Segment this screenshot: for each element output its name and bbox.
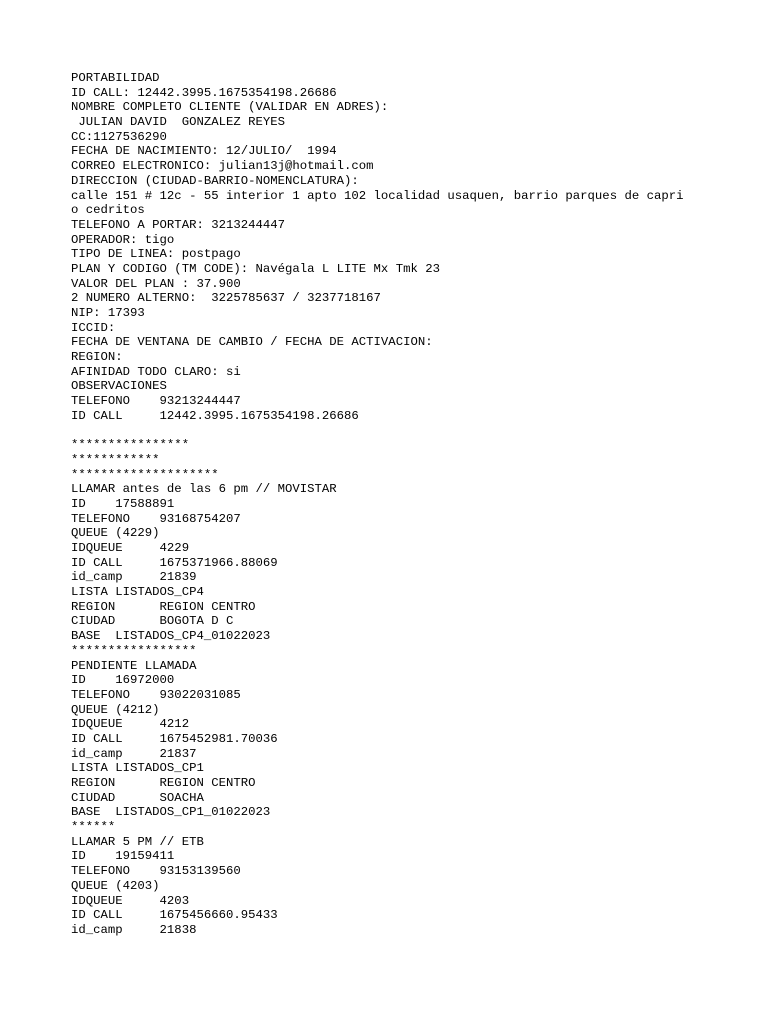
text-line: TELEFONO 93022031085 [71,687,241,702]
text-line: LISTA LISTADOS_CP1 [71,761,204,776]
text-line: OBSERVACIONES [71,379,167,394]
text-line: DIRECCION (CIUDAD-BARRIO-NOMENCLATURA): [71,173,359,188]
document-body [71,71,711,938]
text-line: TIPO DE LINEA: postpago [71,247,241,262]
text-line: QUEUE (4229) [71,526,160,541]
text-line: LLAMAR antes de las 6 pm // MOVISTAR [71,482,337,497]
text-line: JULIAN DAVID GONZALEZ REYES [71,115,286,130]
text-line: AFINIDAD TODO CLARO: si [71,364,241,379]
text-line: REGION REGION CENTRO [71,599,256,614]
separator-line: ************ [71,452,160,467]
text-line: id_camp 21838 [71,922,197,937]
text-line: calle 151 # 12c - 55 interior 1 apto 102 localidad usaquen, barrio parques de capri [71,188,684,203]
text-line: TELEFONO A PORTAR: 3213244447 [71,217,286,232]
text-line: PENDIENTE LLAMADA [71,658,197,673]
text-line: id_camp 21839 [71,570,197,585]
text-line: BASE LISTADOS_CP4_01022023 [71,629,271,644]
separator-line: ****** [71,820,116,835]
blank-line [71,424,711,439]
text-line: id_camp 21837 [71,746,197,761]
text-line: CC:1127536290 [71,129,167,144]
separator-line: ***************** [71,643,197,658]
text-line: ICCID: [71,320,116,335]
text-line: VALOR DEL PLAN : 37.900 [71,276,241,291]
text-line: CORREO ELECTRONICO: julian13j@hotmail.com [71,159,374,174]
text-line: LLAMAR 5 PM // ETB [71,834,204,849]
text-line: ID 19159411 [71,849,175,864]
text-line: REGION: [71,350,123,365]
text-line: IDQUEUE 4229 [71,541,190,555]
text-line: o cedritos [71,203,145,218]
text-line: ID CALL 1675456660.95433 [71,908,278,923]
text-line: IDQUEUE 4212 [71,717,190,732]
text-line: NOMBRE COMPLETO CLIENTE (VALIDAR EN ADRES): [71,100,389,115]
text-line: ID CALL: 12442.3995.1675354198.26686 [71,85,337,100]
text-line: TELEFONO 93213244447 [71,394,241,409]
text-line: QUEUE (4203) [71,878,160,893]
text-line: TELEFONO 93153139560 [71,864,241,879]
text-line: IDQUEUE 4203 [71,893,190,908]
text-line: FECHA DE VENTANA DE CAMBIO / FECHA DE ACTIVACION: [71,335,433,350]
text-line: CIUDAD BOGOTA D C [71,614,234,629]
text-line: ID 17588891 [71,496,175,511]
text-line: PORTABILIDAD [71,71,160,85]
text-line: QUEUE (4212) [71,702,160,717]
text-line: BASE LISTADOS_CP1_01022023 [71,805,271,820]
text-line: ID CALL 1675452981.70036 [71,731,278,746]
text-line: REGION REGION CENTRO [71,776,256,790]
text-line: OPERADOR: tigo [71,232,175,247]
text-line: 2 NUMERO ALTERNO: 3225785637 / 3237718167 [71,291,381,306]
text-line: CIUDAD SOACHA [71,790,204,805]
separator-line: ******************** [71,467,219,482]
text-line: LISTA LISTADOS_CP4 [71,585,204,600]
text-line: FECHA DE NACIMIENTO: 12/JULIO/ 1994 [71,144,337,159]
text-line: ID CALL 1675371966.88069 [71,555,278,570]
text-line: TELEFONO 93168754207 [71,511,241,526]
text-line: ID CALL 12442.3995.1675354198.26686 [71,408,359,423]
text-line: NIP: 17393 [71,306,145,320]
separator-line: **************** [71,438,190,453]
text-line: PLAN Y CODIGO (TM CODE): Navégala L LITE Mx Tmk 23 [71,261,440,276]
text-line: ID 16972000 [71,673,175,688]
